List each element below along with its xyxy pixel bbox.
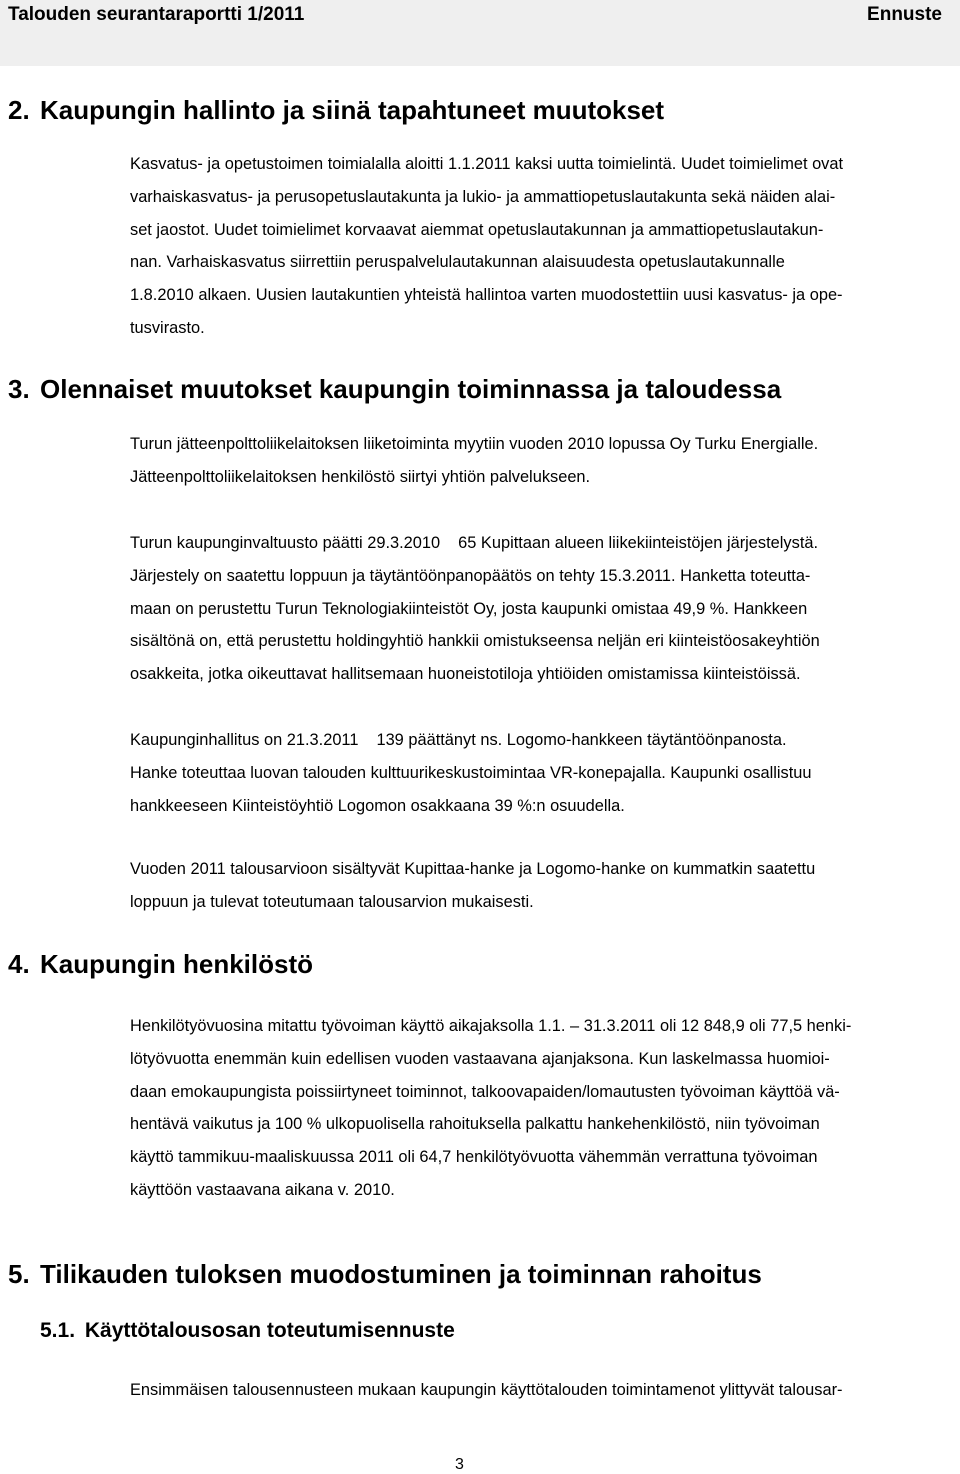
section-3-paragraph-1: Turun jätteenpolttoliikelaitoksen liiketoiminta myytiin vuoden 2010 lopussa Oy Turku Energialle. Jätteenpolttoliikelaitoksen henkilöstö siirtyi yhtiön palvelukseen. <box>130 435 819 486</box>
report-title: Talouden seurantaraportti 1/2011 <box>8 4 305 25</box>
report-type: Ennuste <box>867 4 942 25</box>
section-4-paragraph: Henkilötyövuosina mitattu työvoiman käyttö aikajaksolla 1.1. – 31.3.2011 oli 12 848,9 oli 77,5 henki- lötyövuotta enemmän kuin edellisen vuoden vastaavana ajanjaksona. Kun laskelmassa huomioi- daan emokaupungista poissiirtyneet toiminnot, talkoovapaiden/lomautusten työvoiman käyttöä vä- hentävä vaikutus ja 100 % ulkopuolisella rahoituksella palkattu hankehenkilöstö, niin työvoiman käyttö tammikuu-maaliskuussa 2011 oli 64,7 henkilötyövuotta vähemmän verrattuna työvoiman käyttöön vastaavana aikana v. 2010. <box>130 1017 852 1199</box>
section-3-paragraph-4: Vuoden 2011 talousarvioon sisältyvät Kupittaa-hanke ja Logomo-hanke on kummatkin saatettu loppuun ja tulevat toteutumaan talousarvion mukaisesti. <box>130 860 816 911</box>
section-5-1-heading: 5.1. Käyttötalousosan toteutumisennuste <box>40 1319 455 1342</box>
section-3-paragraph-2: Turun kaupunginvaltuusto päätti 29.3.2010 65 Kupittaan alueen liikekiinteistöjen järjestelystä. Järjestely on saatettu loppuun ja täytäntöönpanopäätös on tehty 15.3.2011. Hanketta toteutta- maan on perustettu Turun Teknologiakiinteistöt Oy, josta kaupunki omistaa 49,9 %. Hankkeen sisältönä on, että perustettu holdingyhtiö hankkii omistukseensa neljän eri kiinteistöosakeyhtiön osakkeita, jotka oikeuttavat hallitsemaan huoneistotiloja yhtiöiden omistamissa kiinteistöissä. <box>130 534 820 684</box>
section-2-paragraph: Kasvatus- ja opetustoimen toimialalla aloitti 1.1.2011 kaksi uutta toimielintä. Uudet toimielimet ovat varhaiskasvatus- ja perusopetuslautakunta ja lukio- ja ammattiopetuslautakunta sekä näiden alai- set jaostot. Uudet toimielimet korvaavat aiemmat opetuslautakunnan ja ammattiopetuslautakun- nan. Varhaiskasvatus siirrettiin peruspalvelulautakunnan alaisuudesta opetuslautakunnalle 1.8.2010 alkaen. Uusien lautakuntien yhteistä hallintoa varten muodostettiin uusi kasvatus- ja ope- tusvirasto. <box>130 155 844 337</box>
page-number: 3 <box>455 1456 464 1473</box>
section-3-paragraph-3: Kaupunginhallitus on 21.3.2011 139 päättänyt ns. Logomo-hankkeen täytäntöönpanosta. Hanke toteuttaa luovan talouden kulttuurikeskustoimintaa VR-konepajalla. Kaupunki osallistuu hankkeeseen Kiinteistöyhtiö Logomon osakkaana 39 %:n osuudella. <box>130 731 812 815</box>
page-header <box>0 0 960 66</box>
section-5-1-paragraph: Ensimmäisen talousennusteen mukaan kaupungin käyttötalouden toimintamenot ylittyvät talousar- <box>130 1381 843 1399</box>
